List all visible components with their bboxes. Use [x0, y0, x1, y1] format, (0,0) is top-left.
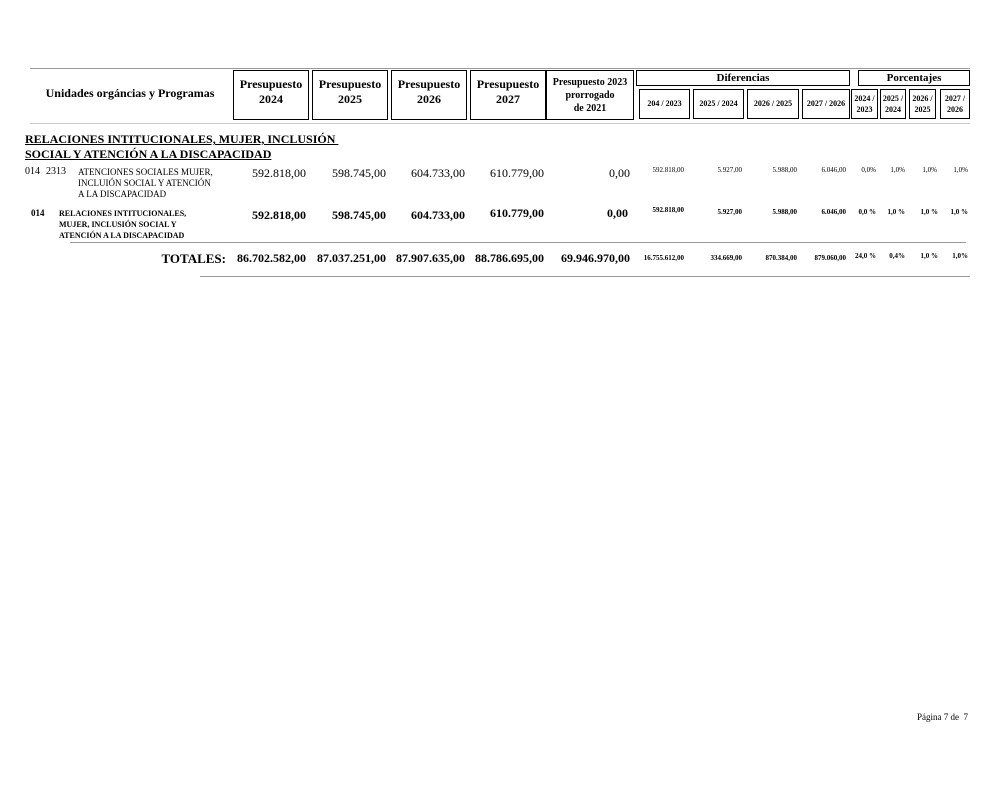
- totals-bottom-rule: [200, 276, 970, 277]
- dif-header-3: 2026 / 2025: [747, 89, 799, 119]
- pct-1: 0,0%: [861, 166, 876, 174]
- col-header-2027: Presupuesto 2027: [470, 70, 546, 120]
- value-2027: 610.779,00: [490, 166, 544, 180]
- units-programs-header: Unidades orgáncias y Programas: [45, 86, 215, 100]
- subtotal-diff-1: 592.818,00: [652, 206, 684, 214]
- subtotal-prorrogado: 0,00: [607, 206, 628, 220]
- pct-2: 1,0%: [890, 166, 905, 174]
- dif-header-1: 204 / 2023: [639, 89, 690, 119]
- program-code: 2313: [46, 166, 66, 177]
- header-bottom-rule: [30, 123, 970, 124]
- subtotal-pct-3: 1,0 %: [920, 208, 938, 216]
- subtotal-org-code: 014: [31, 208, 45, 218]
- pct-3: 1,0%: [922, 166, 937, 174]
- dif-header-2: 2025 / 2024: [693, 89, 744, 119]
- diff-1: 592.818,00: [652, 166, 684, 174]
- subtotal-diff-3: 5.988,00: [772, 208, 797, 216]
- porcentajes-header: Porcentajes: [858, 70, 970, 86]
- totals-pct-2: 0,4%: [889, 252, 905, 260]
- subtotal-pct-4: 1,0 %: [950, 208, 968, 216]
- subtotal-2027: 610.779,00: [490, 206, 544, 220]
- col-header-2026: Presupuesto 2026: [391, 70, 467, 120]
- page-number: Página 7 de 7: [917, 712, 968, 722]
- subtotal-name: RELACIONES INTITUCIONALES, MUJER, INCLUSIÓN SOCIAL Y ATENCIÓN A LA DISCAPACIDAD: [59, 209, 187, 240]
- totals-label: TOTALES:: [161, 251, 226, 266]
- value-2024: 592.818,00: [252, 166, 306, 180]
- subtotal-pct-2: 1,0 %: [887, 208, 905, 216]
- dif-header-4: 2027 / 2026: [802, 89, 850, 119]
- subtotal-2025: 598.745,00: [332, 208, 386, 222]
- totals-diff-1: 16.755.612,00: [643, 254, 684, 262]
- diff-3: 5.988,00: [772, 166, 797, 174]
- totals-prorrogado: 69.946.970,00: [561, 251, 630, 265]
- diferencias-header: Diferencias: [636, 70, 850, 86]
- totals-2024: 86.702.582,00: [237, 251, 306, 265]
- col-header-prorrogado: Presupuesto 2023 prorrogado de 2021: [546, 70, 634, 120]
- pct-header-4: 2027 / 2026: [940, 89, 970, 119]
- totals-pct-1: 24,0 %: [855, 252, 876, 260]
- org-code: 014: [25, 166, 40, 177]
- pct-4: 1,0%: [953, 166, 968, 174]
- subtotal-diff-4: 6.046,00: [821, 208, 846, 216]
- subtotal-2024: 592.818,00: [252, 208, 306, 222]
- totals-pct-3: 1,0 %: [920, 252, 938, 260]
- value-prorrogado: 0,00: [609, 166, 630, 180]
- program-row: [0, 166, 1000, 206]
- totals-2026: 87.907.635,00: [396, 251, 465, 265]
- diff-2: 5.927,00: [717, 166, 742, 174]
- value-2025: 598.745,00: [332, 166, 386, 180]
- totals-diff-3: 870.384,00: [765, 254, 797, 262]
- totals-row: [0, 250, 1000, 270]
- col-header-2025: Presupuesto 2025: [312, 70, 388, 120]
- subtotal-diff-2: 5.927,00: [717, 208, 742, 216]
- totals-diff-2: 334.669,00: [710, 254, 742, 262]
- pct-header-1: 2024 / 2023: [851, 89, 878, 119]
- section-title: RELACIONES INTITUCIONALES, MUJER, INCLUSIÓN SOCIAL Y ATENCIÓN A LA DISCAPACIDAD: [25, 132, 336, 161]
- header-top-rule: [30, 68, 970, 69]
- col-header-2024: Presupuesto 2024: [233, 70, 309, 120]
- program-name: ATENCIONES SOCIALES MUJER, INCLUIÓN SOCIAL Y ATENCIÓN A LA DISCAPACIDAD: [78, 167, 213, 199]
- pct-header-2: 2025 / 2024: [880, 89, 906, 119]
- diff-4: 6.046,00: [821, 166, 846, 174]
- subtotal-pct-1: 0,0 %: [858, 208, 876, 216]
- value-2026: 604.733,00: [411, 166, 465, 180]
- subtotal-bottom-rule: [70, 242, 966, 243]
- pct-header-3: 2026 / 2025: [909, 89, 936, 119]
- subtotal-row: [0, 206, 1000, 242]
- totals-2027: 88.786.695,00: [475, 251, 544, 265]
- subtotal-2026: 604.733,00: [411, 208, 465, 222]
- totals-2025: 87.037.251,00: [317, 251, 386, 265]
- totals-diff-4: 879.060,00: [814, 254, 846, 262]
- totals-pct-4: 1,0%: [952, 252, 968, 260]
